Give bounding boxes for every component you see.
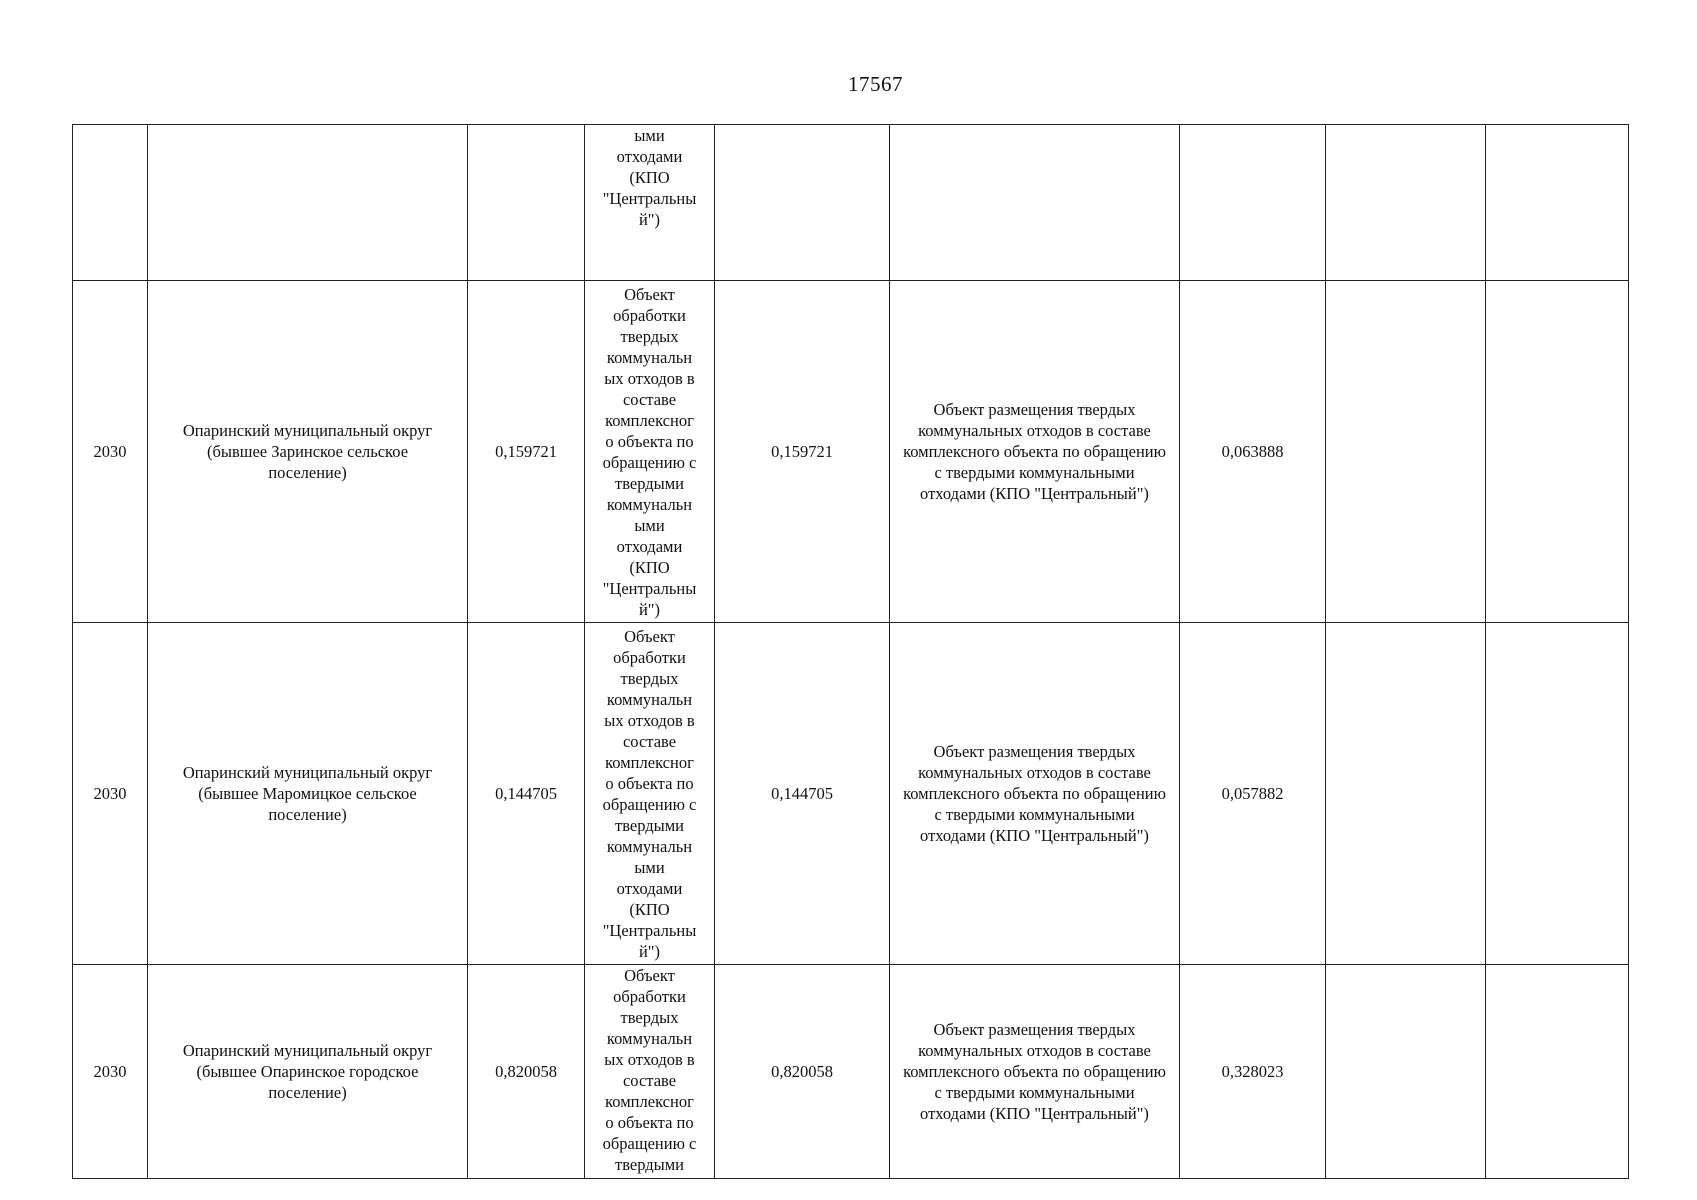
cell-empty-8 [1326,281,1486,623]
cell-mass-processed: 0,144705 [715,623,890,965]
cell-mass-processed: 0,159721 [715,281,890,623]
cell-empty-8 [1326,623,1486,965]
cell-processing-object: Объект обработки твердых коммунальн ых отходов в составе комплексног о объекта по обращению с твердыми коммунальн ыми отходами (КПО "Центральны й") [585,281,715,623]
cell-municipality [148,125,468,281]
page-number: 17567 [848,72,903,96]
table-row-continuation [73,125,1629,281]
cell-year [73,125,148,281]
cell-municipality: Опаринский муниципальный округ (бывшее Заринское сельское поселение) [148,281,468,623]
cell-placement-object: Объект размещения твердых коммунальных отходов в составе комплексного объекта по обращению с твердыми коммунальными отходами (КПО "Центральный") [890,623,1180,965]
table-row [73,623,1629,965]
cell-year: 2030 [73,281,148,623]
cell-mass-processed: 0,820058 [715,965,890,1179]
waste-flow-table [72,124,1629,1179]
cell-mass-processed [715,125,890,281]
table-row [73,281,1629,623]
cell-year: 2030 [73,623,148,965]
cell-municipality: Опаринский муниципальный округ (бывшее Маромицкое сельское поселение) [148,623,468,965]
cell-empty-9 [1486,125,1629,281]
cell-mass-placed: 0,057882 [1180,623,1326,965]
cell-placement-object [890,125,1180,281]
cell-municipality: Опаринский муниципальный округ (бывшее Опаринское городское поселение) [148,965,468,1179]
cell-empty-8 [1326,125,1486,281]
cell-mass-placed: 0,328023 [1180,965,1326,1179]
cell-year: 2030 [73,965,148,1179]
cell-placement-object: Объект размещения твердых коммунальных отходов в составе комплексного объекта по обращению с твердыми коммунальными отходами (КПО "Центральный") [890,281,1180,623]
cell-empty-8 [1326,965,1486,1179]
cell-processing-object: ыми отходами (КПО "Центральны й") [585,125,715,281]
cell-mass-in: 0,159721 [468,281,585,623]
cell-processing-object: Объект обработки твердых коммунальн ых отходов в составе комплексног о объекта по обращению с твердыми коммунальн ыми отходами (КПО "Центральны й") [585,623,715,965]
cell-mass-in: 0,144705 [468,623,585,965]
cell-mass-in: 0,820058 [468,965,585,1179]
cell-mass-placed: 0,063888 [1180,281,1326,623]
cell-empty-9 [1486,281,1629,623]
cell-mass-in [468,125,585,281]
cell-placement-object: Объект размещения твердых коммунальных отходов в составе комплексного объекта по обращению с твердыми коммунальными отходами (КПО "Центральный") [890,965,1180,1179]
cell-empty-9 [1486,623,1629,965]
table-row [73,965,1629,1179]
cell-processing-object: Объект обработки твердых коммунальн ых отходов в составе комплексног о объекта по обращению с твердыми [585,965,715,1179]
cell-empty-9 [1486,965,1629,1179]
cell-mass-placed [1180,125,1326,281]
